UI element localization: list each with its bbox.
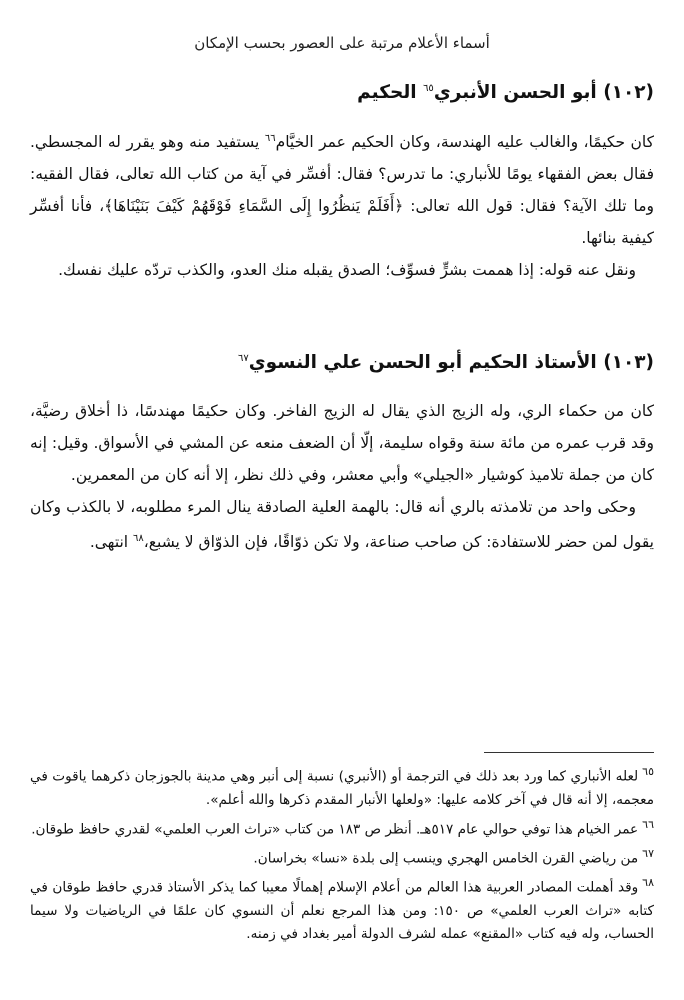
entry-103 [30, 352, 654, 558]
footnote-text: من رياضي القرن الخامس الهجري وينسب إلى بلدة «نسا» بخراسان. [253, 850, 639, 867]
footnote [30, 760, 654, 813]
footnote-divider [484, 752, 654, 753]
footnote-ref[interactable]: ٦٦ [264, 133, 276, 144]
footnote [30, 813, 654, 842]
body-paragraph [30, 123, 654, 254]
running-head: أسماء الأعلام مرتبة على العصور بحسب الإمكان [194, 34, 490, 52]
footnote-ref[interactable]: ٦٨ [133, 533, 144, 544]
footnote-number: ٦٧ [642, 846, 654, 860]
body-paragraph: ونقل عنه قوله: إذا هممت بشرٍّ فسوِّف؛ الصدق يقبله منك العدو، والكذب تردّه عليك نفسك. [58, 261, 636, 280]
footnote-text: وقد أهملت المصادر العربية هذا العالم من أعلام الإسلام إهمالًا معيبا كما يذكر الأستاذ قدري حافظ طوقان في كتابه «تراث العرب العلمي» ص ١٥٠: ومن هذا المرجع نعلم أن النسوي كان علمًا في الرياضيات ولا سيما الحساب، وله فيه كتاب «المقنع» عمله لشرف الدولة أمير بغداد في زمنه. [30, 879, 655, 943]
footnote [30, 871, 654, 947]
footnote-ref[interactable]: ٦٧ [237, 352, 249, 364]
paragraph-text: كان حكيمًا، والغالب عليه الهندسة، وكان الحكيم عمر الخيَّام [275, 133, 654, 152]
body-paragraph: كان من حكماء الري، وله الزيج الذي يقال له الزيج الفاخر. وكان حكيمًا مهندسًا، ذا أخلاق رضيَّة، وقد قرب عمره من مائة سنة وقواه سليمة، إلّا أن الضعف منعه عن المشي في الأسواق. وقيل: إنه كان من جملة تلاميذ كوشيار «الجيلي» وأبي معشر، وفي ذلك نظر، إلا أنه كان من المعمرين. [30, 402, 654, 484]
footnotes [30, 760, 654, 947]
body-paragraph [30, 491, 654, 558]
paragraph-text: يستفيد منه وهو يقرر له المجسطي. فقال بعض الفقهاء يومًا للأنباري: ما تدرس؟ فقال: أفسِّر في آية من كتاب الله تعالى، فقال الفقيه: وما تلك الآية؟ فقال: قول الله تعالى: ﴿أَفَلَمْ يَنظُرُوا إِلَى السَّمَاءِ فَوْقَهُمْ كَيْفَ بَنَيْنَاهَا﴾، فأنا أفسِّر كيفية بنائها. [30, 133, 654, 248]
footnote-text: لعله الأنباري كما ورد بعد ذلك في الترجمة أو (الأنبري) نسبة إلى أنبر وهي مدينة بالجوزجان ذكرهما ياقوت في معجمه، إلا أنه قال في آخر كلامه عليها: «ولعلها الأنبار المقدم ذكرها والله أعلم». [30, 768, 654, 809]
footnote-text: عمر الخيام هذا توفي حوالي عام ٥١٧هـ. أنظر ص ١٨٣ من كتاب «تراث العرب العلمي» لقدري حافظ طوقان. [31, 821, 639, 838]
footnote-number: ٦٨ [642, 875, 654, 889]
entry-heading-text: (١٠٢) أبو الحسن الأنبري [433, 82, 654, 103]
entry-heading-suffix: الحكيم [357, 82, 424, 103]
entry-heading [30, 82, 654, 103]
paragraph-text: وحكى واحد من تلامذته بالري أنه قال: بالهمة العلية الصادقة ينال المرء مطلوبه، لا بالكذب وكان يقول لمن حضر للاستفادة: كن صاحب صناعة، ولا تكن ذوّاقًا، فإن الذوّاق لا يشبع، [30, 498, 654, 552]
footnote-ref[interactable]: ٦٥ [423, 82, 434, 94]
paragraph-text: انتهى. [89, 533, 134, 552]
entry-heading-text: (١٠٣) الأستاذ الحكيم أبو الحسن علي النسوي [248, 352, 654, 373]
footnote-number: ٦٦ [642, 817, 654, 831]
footnote [30, 842, 654, 871]
entry-heading [30, 352, 654, 373]
footnote-number: ٦٥ [642, 765, 654, 778]
entry-102 [30, 82, 654, 286]
document-page [30, 0, 654, 1000]
